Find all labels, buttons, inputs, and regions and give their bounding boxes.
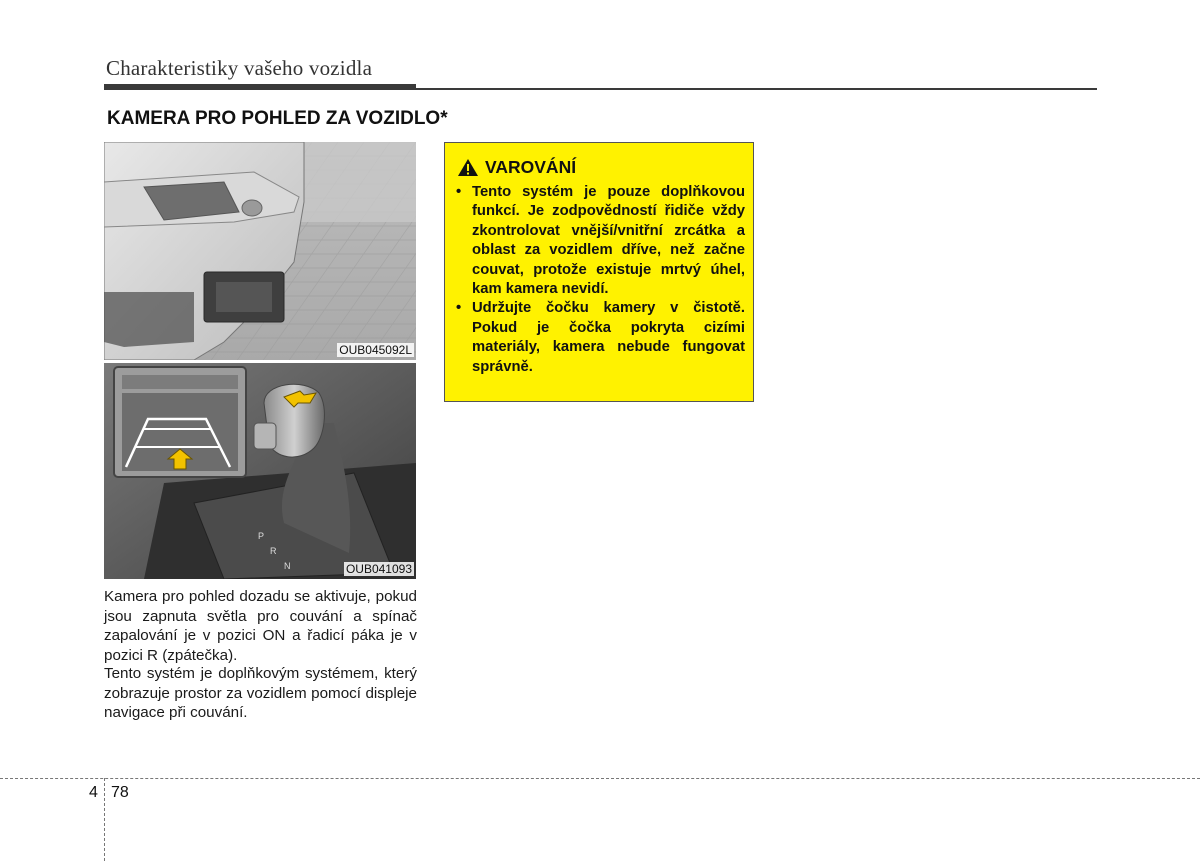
footer-rule xyxy=(0,778,1200,779)
warning-header xyxy=(457,157,576,178)
bullet-icon: • xyxy=(456,300,462,317)
gear-label-r: R xyxy=(270,546,277,556)
section-title: KAMERA PRO POHLED ZA VOZIDLO* xyxy=(107,108,448,129)
warning-triangle-icon xyxy=(457,158,479,177)
gear-label-p: P xyxy=(258,531,265,541)
body-paragraph: Tento systém je doplňkovým systémem, který zobrazuje prostor za vozidlem pomocí displeje navigace při couvání. xyxy=(104,665,417,722)
rear-camera-car-illustration xyxy=(104,142,416,360)
car-rear-drawing xyxy=(104,142,416,360)
warning-list xyxy=(455,183,745,377)
gear-shift-drawing xyxy=(104,363,416,579)
body-paragraph: Kamera pro pohled dozadu se aktivuje, pokud jsou zapnuta světla pro couvání a spínač zapalování je v pozici ON a řadicí páka je v pozici R (zpátečka). xyxy=(104,588,417,664)
page-chapter-number: 4 xyxy=(89,784,98,801)
chapter-header-title: Charakteristiky vašeho vozidla xyxy=(106,56,373,80)
figure-code: OUB045092L xyxy=(339,343,412,357)
warning-item-text: Tento systém je pouze doplňkovou funkcí. Je zodpovědností řidiče vždy zkontrolovat vnější/vnitřní zrcátka a oblast za vozidlem dříve, než začne couvat, protože existuje mrtvý úhel, kam kamera nevidí. xyxy=(472,184,745,298)
warning-item xyxy=(455,183,745,299)
warning-box xyxy=(444,142,754,402)
page-number: 78 xyxy=(111,784,129,801)
gear-selector-display-illustration xyxy=(104,363,416,579)
footer-vertical-rule xyxy=(104,778,105,861)
warning-item-text: Udržujte čočku kamery v čistotě. Pokud je čočka pokryta cizími materiály, kamera nebude fungovat správně. xyxy=(472,300,745,375)
warning-title: VAROVÁNÍ xyxy=(485,157,577,177)
header-rule xyxy=(104,88,1097,90)
warning-item xyxy=(455,299,745,377)
gear-label-n: N xyxy=(284,561,291,571)
figure-code: OUB041093 xyxy=(345,562,412,576)
bullet-icon: • xyxy=(456,184,462,200)
